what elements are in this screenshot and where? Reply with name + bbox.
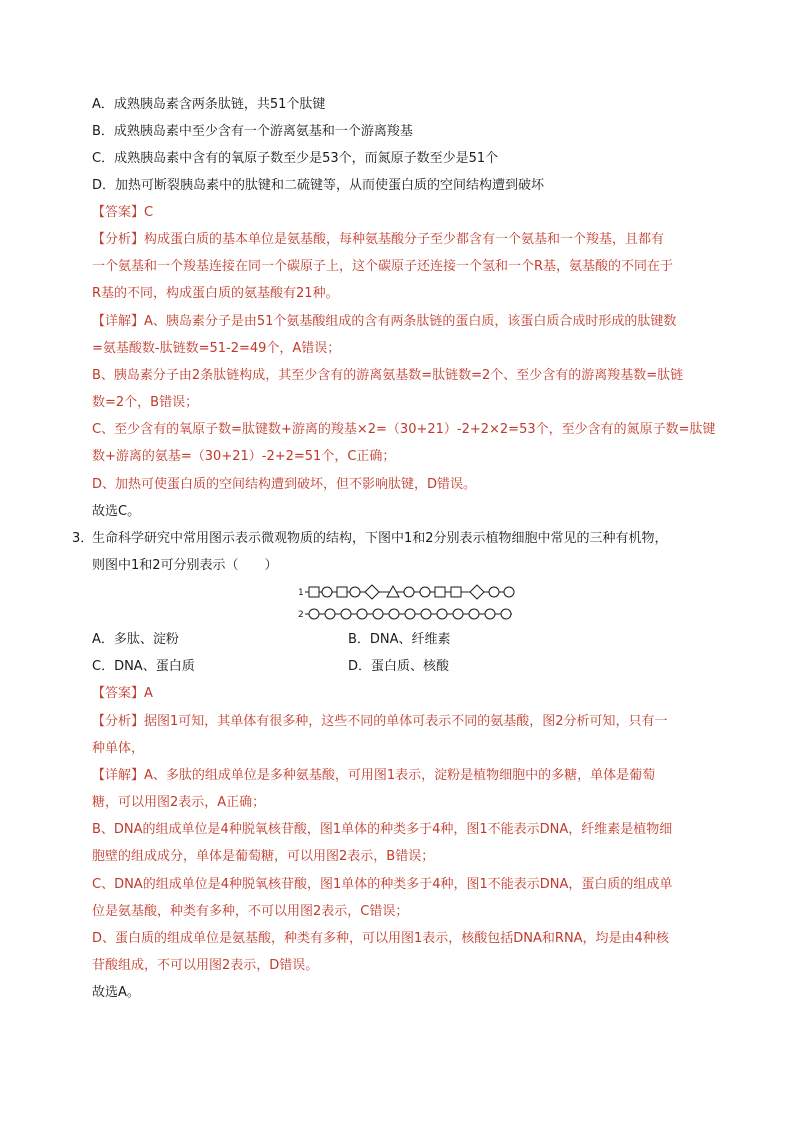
circle-monomer <box>405 609 415 619</box>
q2-detail-line-4: 数=2个，B错误； <box>92 395 199 410</box>
q3-option-a: A．多肽、淀粉 <box>92 632 179 647</box>
circle-monomer <box>322 587 332 597</box>
q3-option-b: B．DNA、纤维素 <box>348 632 451 647</box>
q3-detail-line-2: 糖，可以用图2表示，A正确； <box>92 795 266 810</box>
square-monomer <box>337 587 347 597</box>
q3-detail-line-7: D、蛋白质的组成单位是氨基酸，种类有多种，可以用图1表示，核酸包括DNA和RNA，均是由4种核 <box>92 931 669 946</box>
q2-answer: 【答案】C <box>92 205 154 220</box>
circle-monomer <box>421 609 431 619</box>
circle-monomer <box>373 609 383 619</box>
circle-monomer <box>504 587 514 597</box>
q3-option-c: C．DNA、蛋白质 <box>92 659 195 674</box>
chain-1 <box>305 585 514 599</box>
circle-monomer <box>469 609 479 619</box>
circle-monomer <box>341 609 351 619</box>
q3-detail-line-1: 【详解】A、多肽的组成单位是多种氨基酸，可用图1表示，淀粉是植物细胞中的多糖，单体是葡萄 <box>92 768 656 783</box>
diamond-monomer <box>365 585 379 599</box>
circle-monomer <box>501 609 511 619</box>
q2-detail-line-1: 【详解】A、胰岛素分子是由51个氨基酸组成的含有两条肽链的蛋白质，该蛋白质合成时形成的肽键数 <box>92 314 677 329</box>
q3-detail-line-3: B、DNA的组成单位是4种脱氧核苷酸，图1单体的种类多于4种，图1不能表示DNA，纤维素是植物细 <box>92 822 673 837</box>
q2-detail-line-6: 数+游离的氨基=（30+21）-2+2=51个，C正确； <box>92 449 396 464</box>
square-monomer <box>309 587 319 597</box>
square-monomer <box>451 587 461 597</box>
circle-monomer <box>404 587 414 597</box>
q2-analysis-line-3: R基的不同，构成蛋白质的氨基酸有21种。 <box>92 286 339 301</box>
q3-detail-line-5: C、DNA的组成单位是4种脱氧核苷酸，图1单体的种类多于4种，图1不能表示DNA，蛋白质的组成单 <box>92 877 673 892</box>
q2-option-c: C．成熟胰岛素中含有的氧原子数至少是53个，而氮原子数至少是51个 <box>92 151 499 166</box>
q2-detail-line-3: B、胰岛素分子由2条肽链构成，其至少含有的游离氨基数=肽链数=2个、至少含有的游离羧基数=肽链 <box>92 368 684 383</box>
chain-1-label: 1 <box>298 588 304 598</box>
q3-number: 3． <box>72 531 94 546</box>
diamond-monomer <box>470 585 484 599</box>
q3-detail-line-8: 苷酸组成，不可以用图2表示，D错误。 <box>92 958 319 973</box>
q2-detail-line-2: =氨基酸数-肽链数=51-2=49个，A错误； <box>92 341 341 356</box>
monomer-chain-figure <box>296 584 520 624</box>
q3-option-d: D．蛋白质、核酸 <box>348 659 450 674</box>
q3-analysis-line-2: 种单体， <box>92 741 145 756</box>
chain-2-label: 2 <box>298 610 304 620</box>
circle-monomer <box>489 587 499 597</box>
q2-option-a: A．成熟胰岛素含两条肽链，共51个肽键 <box>92 97 326 112</box>
q3-analysis-line-1: 【分析】据图1可知，其单体有很多种，这些不同的单体可表示不同的氨基酸，图2分析可知，只有一 <box>92 714 668 729</box>
circle-monomer <box>420 587 430 597</box>
q2-analysis-line-2: 一个氨基和一个羧基连接在同一个碳原子上，这个碳原子还连接一个氢和一个R基，氨基酸的不同在于 <box>92 259 674 274</box>
q2-detail-line-5: C、至少含有的氧原子数=肽键数+游离的羧基×2=（30+21）-2+2×2=53个，至少含有的氮原子数=肽键 <box>92 422 716 437</box>
q3-answer: 【答案】A <box>92 686 153 701</box>
q2-detail-line-7: D、加热可使蛋白质的空间结构遭到破坏，但不影响肽键，D错误。 <box>92 477 477 492</box>
circle-monomer <box>437 609 447 619</box>
q3-stem-line-2: 则图中1和2可分别表示（ ） <box>92 558 278 573</box>
circle-monomer <box>325 609 335 619</box>
q3-conclusion: 故选A。 <box>92 985 140 1000</box>
circle-monomer <box>350 587 360 597</box>
circle-monomer <box>389 609 399 619</box>
q2-option-d: D．加热可断裂胰岛素中的肽键和二硫键等，从而使蛋白质的空间结构遭到破坏 <box>92 178 545 193</box>
q3-stem-line-1: 生命科学研究中常用图示表示微观物质的结构，下图中1和2分别表示植物细胞中常见的三种有机物， <box>92 531 668 546</box>
q2-conclusion: 故选C。 <box>92 504 141 519</box>
q2-analysis-line-1: 【分析】构成蛋白质的基本单位是氨基酸，每种氨基酸分子至少都含有一个氨基和一个羧基，且都有 <box>92 232 665 247</box>
q2-option-b: B．成熟胰岛素中至少含有一个游离氨基和一个游离羧基 <box>92 124 413 139</box>
circle-monomer <box>485 609 495 619</box>
square-monomer <box>435 587 445 597</box>
chain-2 <box>305 609 512 619</box>
circle-monomer <box>309 609 319 619</box>
circle-monomer <box>357 609 367 619</box>
circle-monomer <box>453 609 463 619</box>
q3-detail-line-6: 位是氨基酸，种类有多种，不可以用图2表示，C错误； <box>92 904 409 919</box>
q3-detail-line-4: 胞壁的组成成分，单体是葡萄糖，可以用图2表示，B错误； <box>92 849 435 864</box>
